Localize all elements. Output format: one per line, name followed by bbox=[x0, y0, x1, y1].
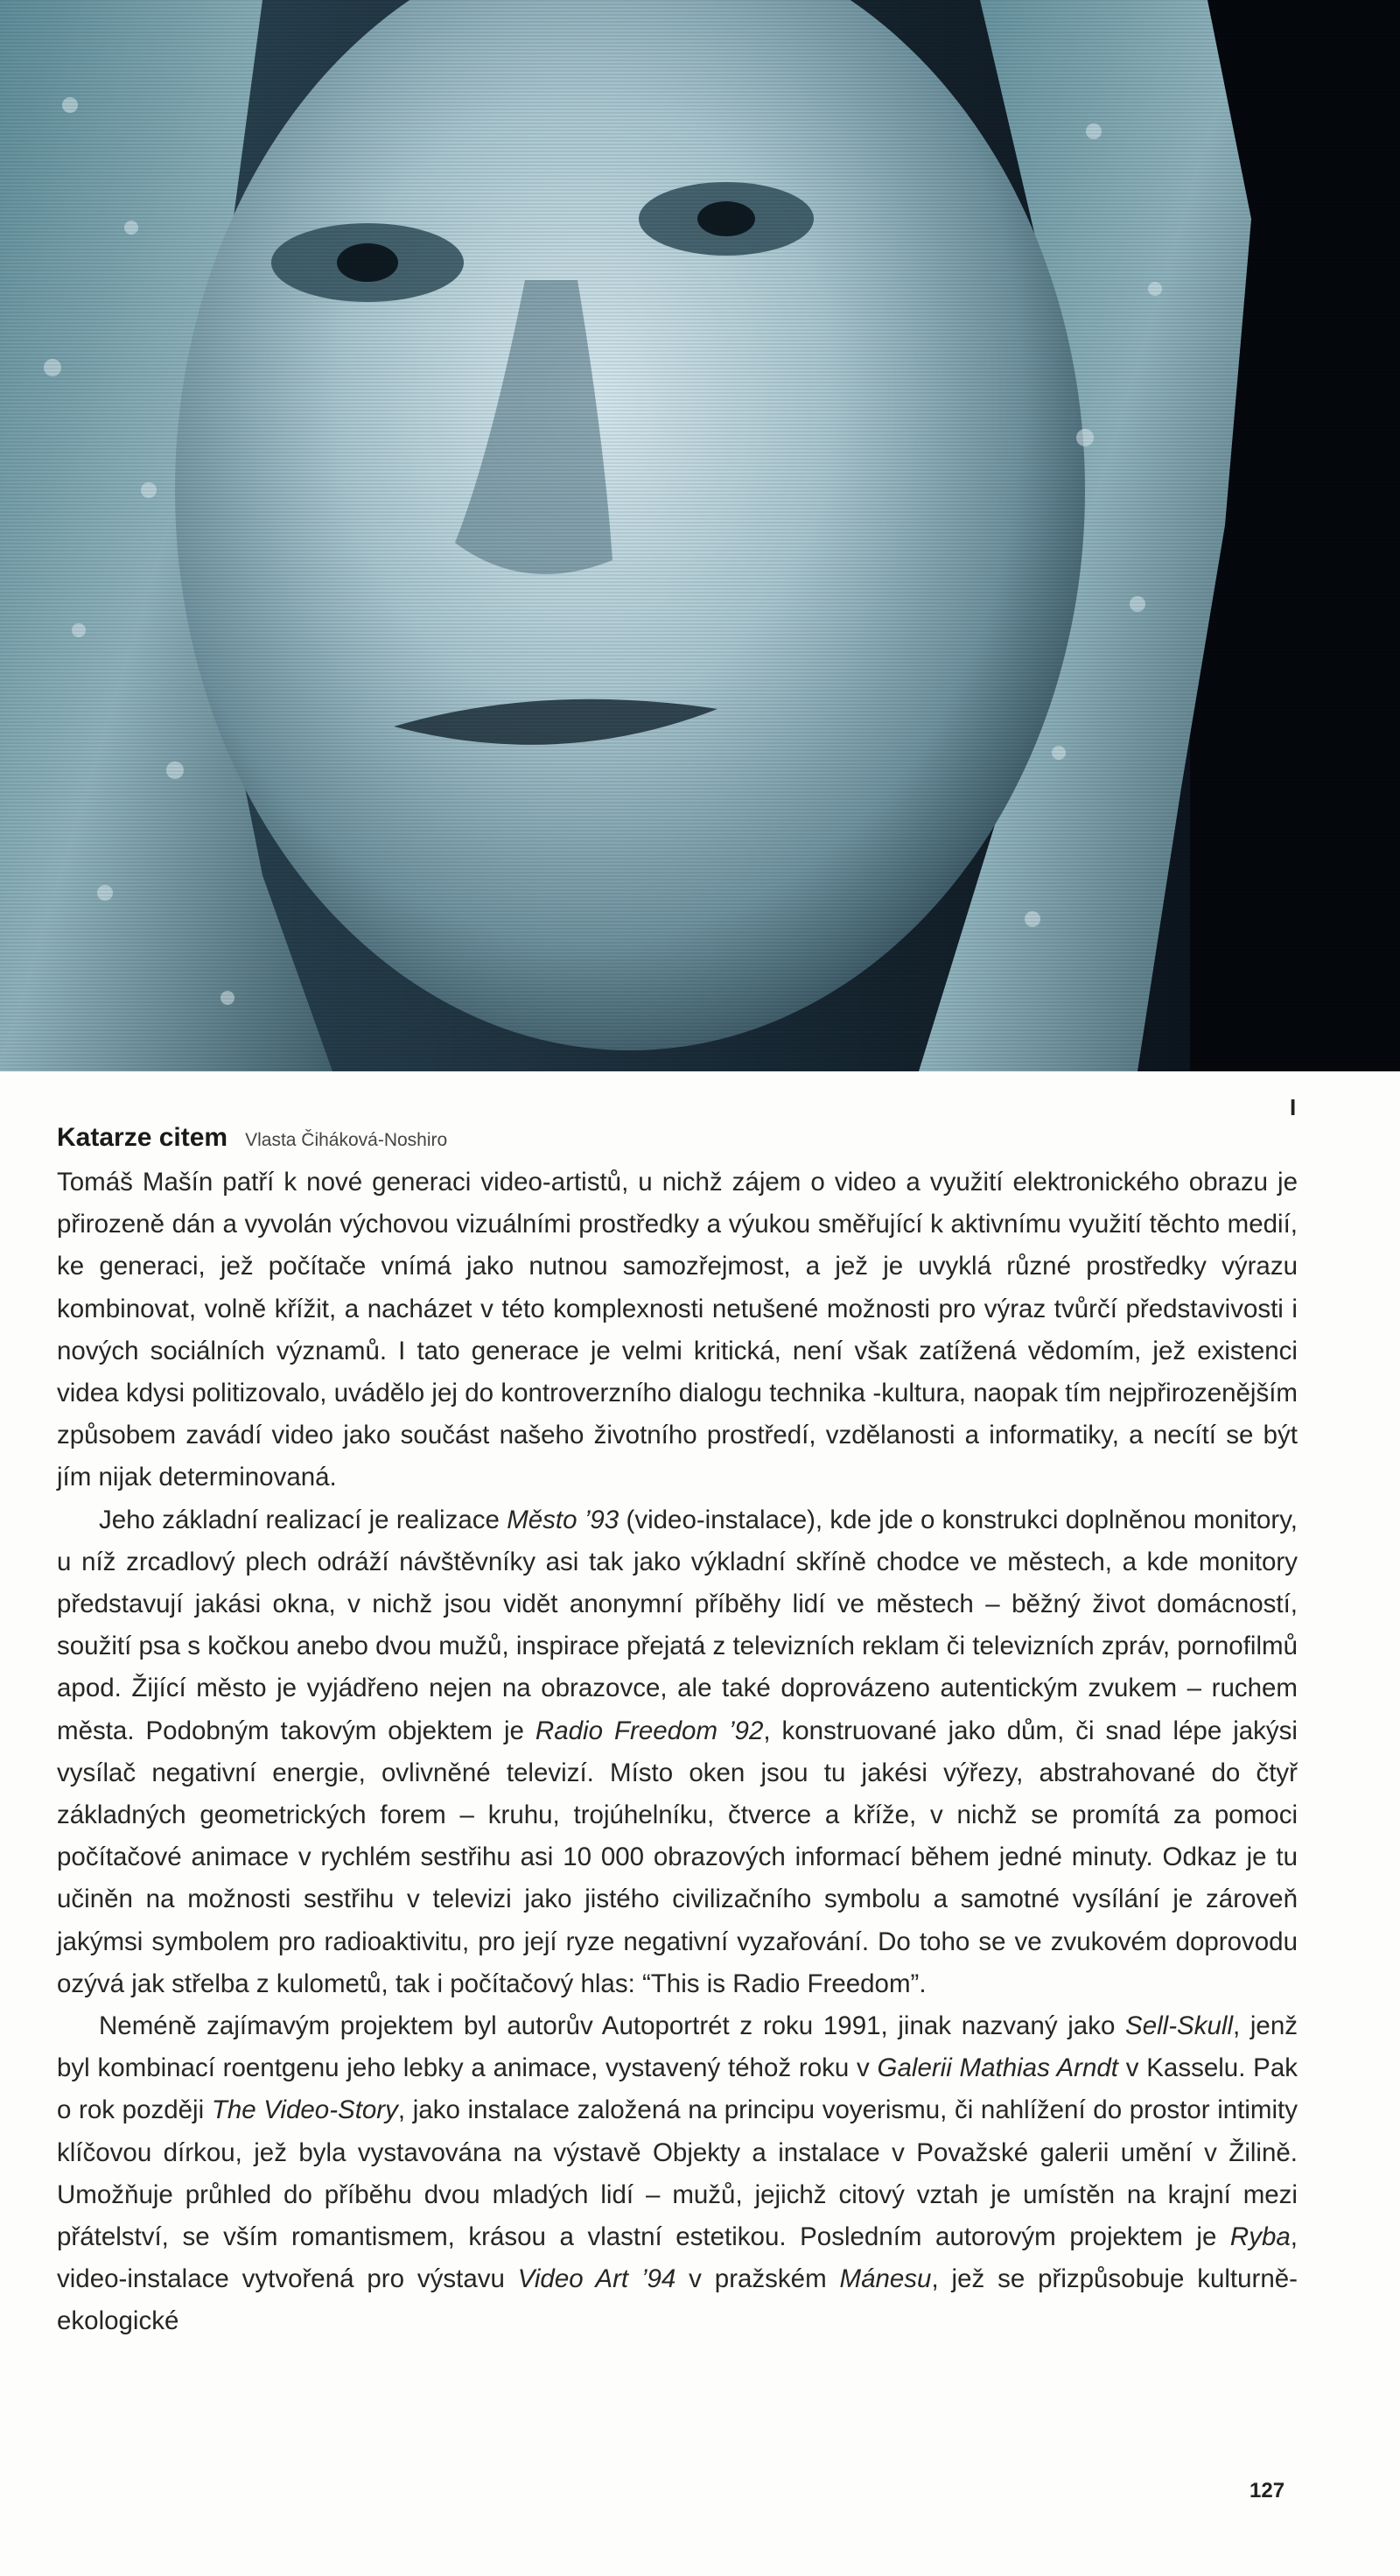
text-run: Tomáš Mašín patří k nové generaci video-artistů, u nichž zájem o video a využití elektronického obrazu je přirozeně dán a vyvolán výchovou vizuálními prostředky a výukou směřující k aktivnímu využití těchto medií, ke generaci, jež počítače vnímá jako nutnou samozřejmost, a jež je uvyklá různé prostředky výrazu kombinovat, volně křížit, a nacházet v této komplexnosti netušené možnosti pro výraz tvůrčí představivosti i nových sociálních významů. I tato generace je velmi kritická, není však zatížená vědomím, jež existenci videa kdysi politizovalo, uvádělo jej do kontroverzního dialogu technika -kultura, naopak tím nejpřirozenějším způsobem zavádí video jako součást našeho životního prostředí, vzdělanosti a informatiky, a necítí se být jím nijak determinovaná. bbox=[57, 1168, 1298, 1492]
article-heading bbox=[57, 1123, 1298, 1162]
text-run: (video-instalace), kde jde o konstrukci doplněnou monitory, u níž zrcadlový plech odráží návštěvníky asi tak jako výkladní skříně chodce ve městech, a kde monitory představují jakási okna, v nichž jsou vidět anonymní příběhy lidí ve městech – běžný život domácností, soužití psa s kočkou anebo dvou mužů, inspirace přejatá z televizních reklam či televizních zpráv, pornofilmů apod. Žijící město je vyjádřeno nejen na obrazovce, ale také doprovázeno autentickým zvukem – ruchem města. Podobným takovým objektem je bbox=[57, 1505, 1298, 1745]
text-run: , video-instalace vytvořená pro výstavu bbox=[57, 2222, 1298, 2294]
text-run: v Kasselu. Pak o rok později bbox=[57, 2053, 1298, 2125]
section-marker: I bbox=[1290, 1094, 1297, 1120]
italic-title-run: Radio Freedom ’92 bbox=[535, 1716, 764, 1745]
text-run: , jenž byl kombinací roentgenu jeho lebky a animace, vystavený téhož roku v bbox=[57, 2011, 1298, 2083]
article-title: Katarze citem bbox=[57, 1123, 228, 1152]
italic-title-run: Město ’93 bbox=[507, 1505, 620, 1534]
italic-title-run: Video Art ’94 bbox=[517, 2264, 676, 2294]
portrait-photo bbox=[0, 0, 1400, 1071]
text-run: Neméně zajímavým projektem byl autorův Autoportrét z roku 1991, jinak nazvaný jako bbox=[99, 2011, 1126, 2041]
article-author: Vlasta Čiháková-Noshiro bbox=[245, 1130, 448, 1150]
body-paragraph bbox=[57, 2005, 1298, 2343]
italic-title-run: Sell-Skull bbox=[1125, 2011, 1234, 2041]
italic-title-run: Galerii Mathias Arndt bbox=[877, 2053, 1118, 2083]
text-run: , jako instalace založená na principu voyerismu, či nahlížení do prostor intimity klíčovou dírkou, jež byla vystavována na výstavě Objekty a instalace v Považské galerii umění v Žilině. Umožňuje průhled do příběhu dvou mladých lidí – mužů, jejichž citový vztah je umístěn na krajní mezi přátelství, se vším romantismem, krásou a vlastní estetikou. Posledním autorovým projektem je bbox=[57, 2095, 1298, 2252]
page-number: 127 bbox=[1250, 2479, 1285, 2502]
portrait-image bbox=[0, 0, 1400, 1071]
text-run: v pražském bbox=[676, 2264, 840, 2294]
body-paragraph bbox=[57, 1162, 1298, 1499]
article-body bbox=[57, 1162, 1298, 2343]
italic-title-run: Mánesu bbox=[839, 2264, 932, 2294]
text-run: Jeho základní realizací je realizace bbox=[99, 1505, 508, 1534]
italic-title-run: The Video-Story bbox=[211, 2095, 398, 2125]
body-paragraph bbox=[57, 1499, 1298, 2005]
article bbox=[57, 1123, 1298, 2343]
text-run: , konstruované jako dům, či snad lépe jakýsi vysílač negativní energie, ovlivněné televizí. Místo oken jsou tu jakési výřezy, abstrahované do čtyř základných geometrických forem – kruhu, trojúhelníku, čtverce a kříže, v nichž se promítá za pomoci počítačové animace v rychlém sestřihu asi 10 000 obrazových informací během jedné minuty. Odkaz je tu učiněn na možnosti sestřihu v televizi jako jistého civilizačního symbolu a samotné vysílání je zároveň jakýmsi symbolem pro radioaktivitu, pro její ryze negativní vyzařování. Do toho se ve zvukovém doprovodu ozývá jak střelba z kulometů, tak i počítačový hlas: “This is Radio Freedom”. bbox=[57, 1716, 1298, 1998]
text-run: , jež se přizpůsobuje kulturně-ekologické bbox=[57, 2264, 1298, 2336]
italic-title-run: Ryba bbox=[1229, 2222, 1291, 2252]
